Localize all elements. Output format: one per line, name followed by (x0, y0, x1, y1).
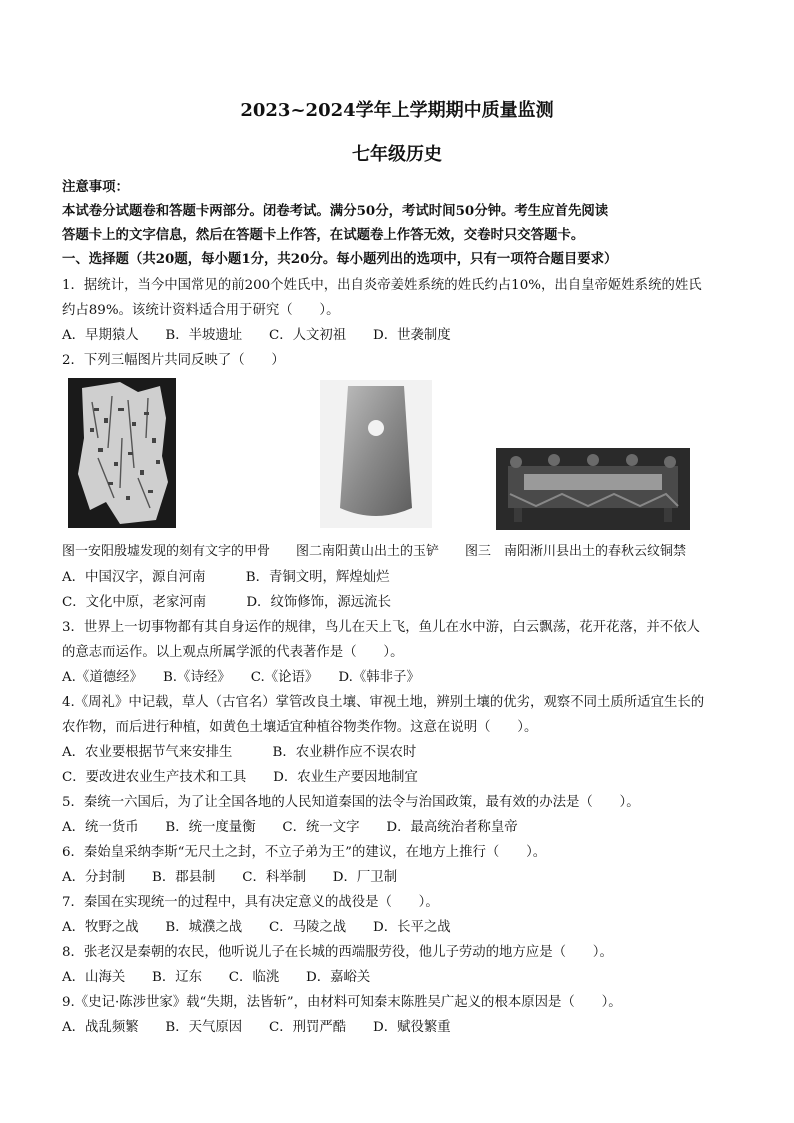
question-4-line-1: 4.《周礼》中记载，草人（古官名）掌管改良土壤、审视土地，辨别土壤的优劣，观察不同土质所适宜生长的 (62, 695, 705, 710)
exam-title: 2023~2024学年上学期期中质量监测 (240, 100, 554, 121)
question-1-line-2: 约占89%。该统计资料适合用于研究（ ）。 (62, 303, 340, 318)
question-3-line-2: 的意志而运作。以上观点所属学派的代表著作是（ ）。 (62, 645, 404, 660)
question-9-options: A．战乱频繁 B．天气原因 C．刑罚严酷 D．赋役繁重 (62, 1020, 451, 1035)
question-7-line-1: 7．秦国在实现统一的过程中，具有决定意义的战役是（ ）。 (62, 895, 439, 910)
exam-subtitle: 七年级历史 (352, 144, 442, 165)
question-1-options: A．早期猿人 B．半坡遗址 C．人文初祖 D．世袭制度 (62, 328, 451, 343)
oracle-bone-image (68, 378, 176, 528)
question-3-options: A.《道德经》 B.《诗经》 C.《论语》 D.《韩非子》 (62, 670, 420, 685)
question-7-options: A．牧野之战 B．城濮之战 C．马陵之战 D．长平之战 (62, 920, 451, 935)
question-9-line-1: 9.《史记·陈涉世家》载“失期，法皆斩”，由材料可知秦末陈胜吴广起义的根本原因是（ ）。 (62, 995, 622, 1010)
question-2-line-1: 2．下列三幅图片共同反映了（ ） (62, 353, 285, 368)
notice-line-2: 答题卡上的文字信息，然后在答题卡上作答，在试题卷上作答无效，交卷时只交答题卡。 (62, 227, 585, 243)
bronze-jin-image (496, 448, 690, 530)
question-5-line-1: 5．秦统一六国后，为了让全国各地的人民知道秦国的法令与治国政策，最有效的办法是（ ）。 (62, 795, 640, 810)
question-4-options-2: C．要改进农业生产技术和工具 D．农业生产要因地制宜 (62, 770, 418, 785)
question-8-line-1: 8．张老汉是秦朝的农民，他听说儿子在长城的西端服劳役，他儿子劳动的地方应是（ ）。 (62, 945, 613, 960)
question-4-options-1: A．农业要根据节气来安排生 B．农业耕作应不误农时 (62, 745, 417, 760)
question-2-captions: 图一安阳殷墟发现的刻有文字的甲骨 图二南阳黄山出土的玉铲 图三 南阳淅川县出土的春秋云纹铜禁 (62, 544, 687, 559)
jade-shovel-image (320, 380, 432, 528)
question-2-options-2: C．文化中原，老家河南 D．纹饰修饰，源远流长 (62, 595, 391, 610)
question-5-options: A．统一货币 B．统一度量衡 C．统一文字 D．最高统治者称皇帝 (62, 820, 518, 835)
notice-line-1: 本试卷分试题卷和答题卡两部分。闭卷考试。满分50分，考试时间50分钟。考生应首先阅读 (62, 203, 609, 219)
question-2-options-1: A．中国汉字，源自河南 B．青铜文明，辉煌灿烂 (62, 570, 390, 585)
notice-label: 注意事项： (62, 179, 129, 195)
question-6-line-1: 6．秦始皇采纳李斯“无尺土之封，不立子弟为王”的建议，在地方上推行（ ）。 (62, 845, 547, 860)
question-6-options: A．分封制 B．郡县制 C．科举制 D．厂卫制 (62, 870, 398, 885)
question-8-options: A．山海关 B．辽东 C．临洮 D．嘉峪关 (62, 970, 371, 985)
section-heading: 一、选择题（共20题，每小题1分，共20分。每小题列出的选项中，只有一项符合题目要求） (62, 251, 618, 267)
question-1-line-1: 1．据统计，当今中国常见的前200个姓氏中，出自炎帝姜姓系统的姓氏约占10%，出自皇帝姬姓系统的姓氏 (62, 278, 702, 293)
question-4-line-2: 农作物，而后进行种植，如黄色土壤适宜种植谷物类作物。这意在说明（ ）。 (62, 720, 538, 735)
question-3-line-1: 3．世界上一切事物都有其自身运作的规律，鸟儿在天上飞，鱼儿在水中游，白云飘荡，花开花落，并不依人 (62, 620, 700, 635)
